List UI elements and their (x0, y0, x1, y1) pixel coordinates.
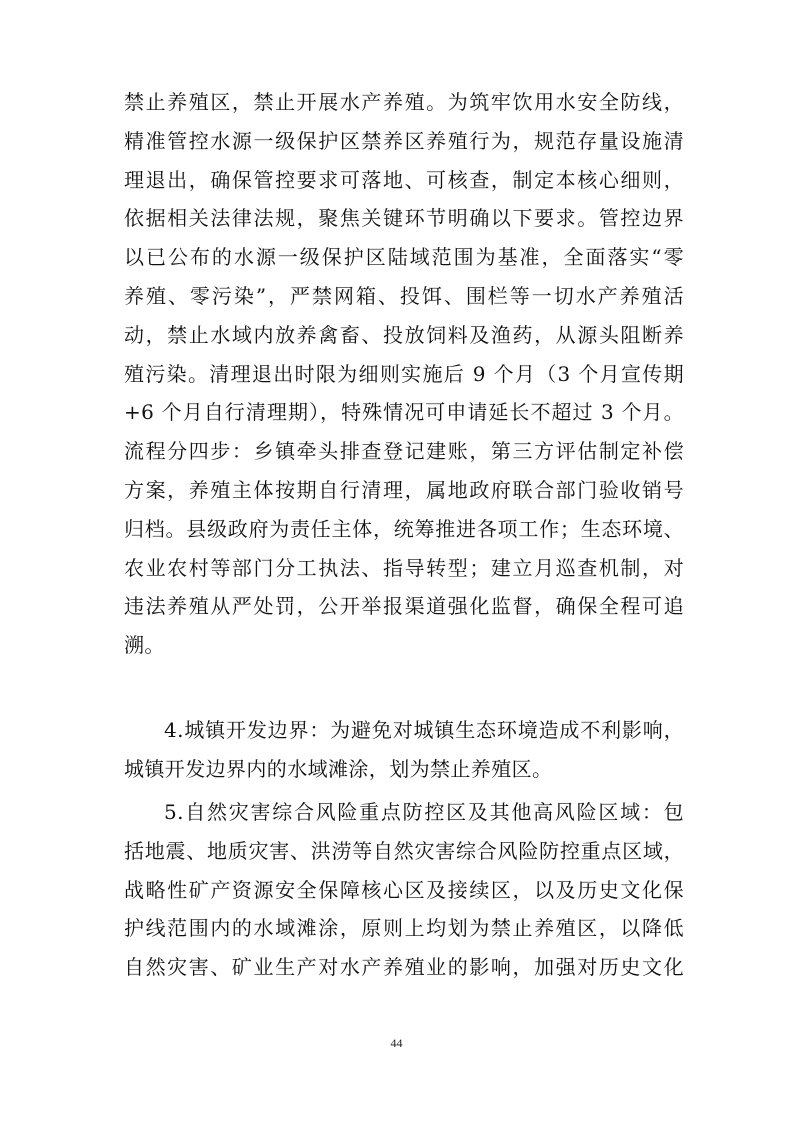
paragraph-item-4 (124, 711, 684, 789)
text-line: 精准管控水源一级保护区禁养区养殖行为，规范存量设施清 (124, 128, 684, 153)
text-line: 理退出，确保管控要求可落地、可核查，制定本核心细则， (124, 167, 684, 192)
text-line: +6 个月自行清理期），特殊情况可申请延长不超过 3 个月。 (124, 400, 684, 425)
page-number: 44 (390, 1036, 403, 1050)
text-line: 农业农村等部门分工执法、指导转型；建立月巡查机制，对 (124, 555, 684, 580)
text-line: 动，禁止水域内放养禽畜、投放饲料及渔药，从源头阻断养 (124, 322, 684, 347)
text-line: 流程分四步：乡镇牵头排查登记建账，第三方评估制定补偿 (124, 439, 684, 464)
text-line: 方案，养殖主体按期自行清理，属地政府联合部门验收销号 (124, 477, 684, 502)
paragraph-item-5 (124, 793, 684, 987)
text-line: 自然灾害、矿业生产对水产养殖业的影响，加强对历史文化 (124, 955, 684, 980)
text-line: 括地震、地质灾害、洪涝等自然灾害综合风险防控重点区域， (124, 838, 684, 863)
text-line: 以已公布的水源一级保护区陆域范围为基准，全面落实“零 (124, 245, 684, 270)
text-line: 城镇开发边界内的水域滩涂，划为禁止养殖区。 (124, 756, 553, 781)
text-line: 4.城镇开发边界：为避免对城镇生态环境造成不利影响， (164, 718, 684, 742)
text-line: 归档。县级政府为责任主体，统筹推进各项工作；生态环境、 (124, 516, 684, 541)
text-line: 5.自然灾害综合风险重点防控区及其他高风险区域：包 (164, 800, 684, 824)
paragraph-continuation (124, 83, 684, 665)
text-line: 依据相关法律法规，聚焦关键环节明确以下要求。管控边界 (124, 206, 684, 231)
text-line: 护线范围内的水域滩涂，原则上均划为禁止养殖区，以降低 (124, 916, 684, 941)
text-line: 殖污染。清理退出时限为细则实施后 9 个月（3 个月宣传期 (124, 361, 684, 386)
text-line: 溯。 (124, 633, 165, 658)
text-line: 战略性矿产资源安全保障核心区及接续区，以及历史文化保 (124, 877, 684, 902)
text-line: 养殖、零污染”，严禁网箱、投饵、围栏等一切水产养殖活 (124, 283, 684, 308)
text-line: 禁止养殖区，禁止开展水产养殖。为筑牢饮用水安全防线， (124, 90, 684, 114)
text-line: 违法养殖从严处罚，公开举报渠道强化监督，确保全程可追 (124, 594, 684, 619)
